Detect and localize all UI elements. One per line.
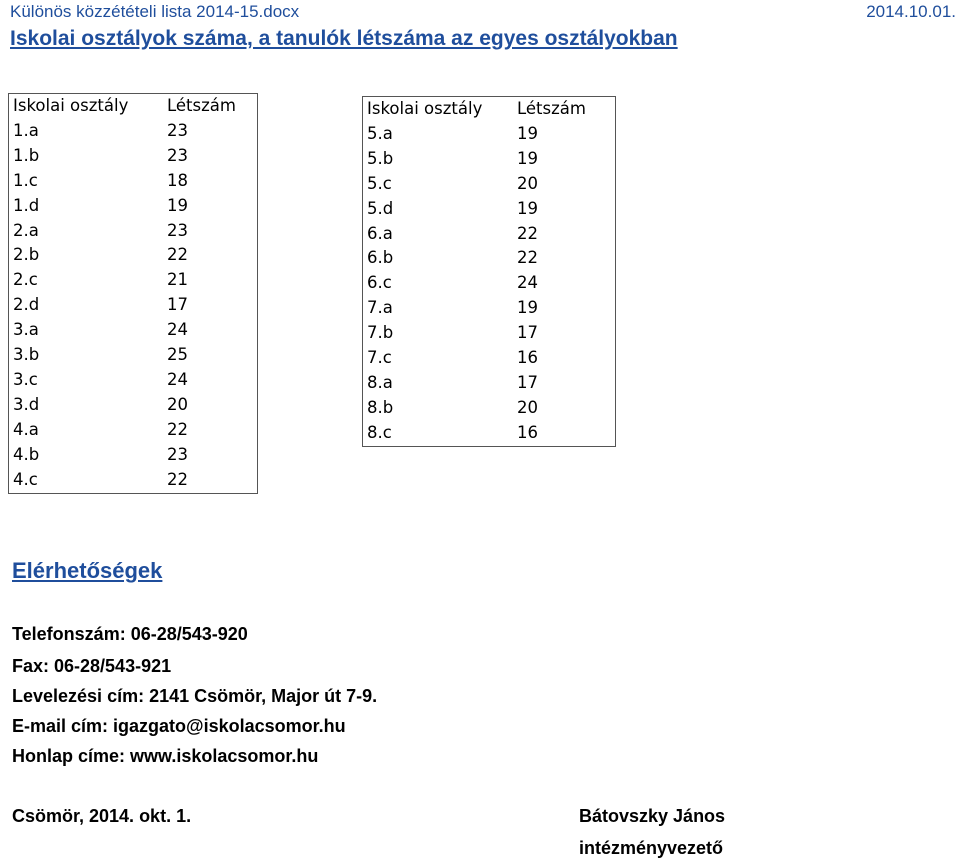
student-count-cell: 16 — [517, 422, 538, 442]
class-name-cell: 4.a — [13, 419, 39, 439]
class-name-cell: 8.b — [367, 397, 394, 417]
document-date: 2014.10.01. — [866, 2, 956, 21]
table-header-row — [363, 97, 616, 122]
student-count-cell: 18 — [167, 170, 188, 190]
student-count-cell: 24 — [167, 369, 188, 389]
class-name-cell: 2.c — [13, 270, 38, 290]
class-name-cell: 1.d — [13, 195, 40, 215]
student-count-cell: 20 — [517, 397, 538, 417]
student-count-cell: 24 — [517, 273, 538, 293]
table-row — [363, 172, 616, 197]
student-count-cell: 24 — [167, 320, 188, 340]
column-header-class: Iskolai osztály — [367, 99, 483, 118]
class-name-cell: 3.c — [13, 369, 38, 389]
class-name-cell: 2.a — [13, 220, 39, 240]
table-row — [363, 346, 616, 371]
student-count-cell: 19 — [517, 298, 538, 318]
table-row — [363, 197, 616, 222]
class-name-cell: 1.c — [13, 170, 38, 190]
class-name-cell: 2.b — [13, 245, 40, 265]
student-count-cell: 23 — [167, 444, 188, 464]
class-table-left — [8, 93, 258, 494]
footer-signer-name: Bátovszky János — [579, 806, 726, 826]
class-table-right — [362, 96, 616, 447]
class-name-cell: 7.b — [367, 323, 394, 343]
class-name-cell: 4.c — [13, 469, 38, 489]
student-count-cell: 23 — [167, 120, 188, 140]
table-row — [9, 418, 258, 443]
student-count-cell: 20 — [517, 173, 538, 193]
table-row — [363, 222, 616, 247]
contact-address: Levelezési cím: 2141 Csömör, Major út 7-9. — [12, 686, 378, 706]
student-count-cell: 22 — [517, 248, 538, 268]
student-count-cell: 23 — [167, 220, 188, 240]
student-count-cell: 22 — [167, 469, 188, 489]
table-row — [363, 371, 616, 396]
student-count-cell: 19 — [517, 123, 538, 143]
student-count-cell: 25 — [167, 345, 188, 365]
class-table-right-body — [363, 122, 616, 446]
student-count-cell: 22 — [517, 223, 538, 243]
class-name-cell: 4.b — [13, 444, 40, 464]
table-row — [9, 443, 258, 468]
class-name-cell: 7.c — [367, 348, 392, 368]
column-header-count: Létszám — [167, 96, 236, 115]
student-count-cell: 17 — [517, 372, 538, 392]
student-count-cell: 23 — [167, 145, 188, 165]
student-count-cell: 19 — [167, 195, 188, 215]
table-row — [9, 318, 258, 343]
student-count-cell: 22 — [167, 245, 188, 265]
student-count-cell: 20 — [167, 394, 188, 414]
student-count-cell: 17 — [167, 295, 188, 315]
table-row — [9, 144, 258, 169]
document-filename: Különös közzétételi lista 2014-15.docx — [10, 2, 300, 21]
class-table-left-body — [9, 119, 258, 493]
table-row — [9, 169, 258, 194]
table-header-row — [9, 94, 258, 119]
column-header-class: Iskolai osztály — [13, 96, 129, 115]
footer-place-date: Csömör, 2014. okt. 1. — [12, 806, 192, 826]
class-name-cell: 8.c — [367, 422, 392, 442]
table-row — [9, 393, 258, 418]
student-count-cell: 16 — [517, 348, 538, 368]
table-row — [9, 219, 258, 244]
footer-signer-title: intézményvezető — [579, 838, 724, 858]
table-row — [9, 368, 258, 393]
table-row — [363, 122, 616, 147]
table-row — [363, 271, 616, 296]
student-count-cell: 19 — [517, 198, 538, 218]
contact-email: E-mail cím: igazgato@iskolacsomor.hu — [12, 716, 346, 736]
contact-fax: Fax: 06-28/543-921 — [12, 656, 172, 676]
class-name-cell: 6.a — [367, 223, 393, 243]
student-count-cell: 19 — [517, 148, 538, 168]
table-row — [363, 246, 616, 271]
class-name-cell: 5.a — [367, 123, 393, 143]
class-name-cell: 3.d — [13, 394, 40, 414]
class-name-cell: 5.b — [367, 148, 394, 168]
table-row — [9, 194, 258, 219]
table-row — [9, 293, 258, 318]
table-row — [9, 268, 258, 293]
class-name-cell: 1.b — [13, 145, 40, 165]
table-row — [363, 396, 616, 421]
class-name-cell: 6.c — [367, 273, 392, 293]
table-row — [363, 147, 616, 172]
contacts-heading: Elérhetőségek — [12, 558, 163, 583]
table-row — [9, 243, 258, 268]
contact-website: Honlap címe: www.iskolacsomor.hu — [12, 746, 319, 766]
table-row — [363, 421, 616, 446]
student-count-cell: 21 — [167, 270, 188, 290]
contact-phone: Telefonszám: 06-28/543-920 — [12, 624, 248, 644]
class-name-cell: 1.a — [13, 120, 39, 140]
class-name-cell: 8.a — [367, 372, 393, 392]
table-row — [9, 343, 258, 368]
student-count-cell: 17 — [517, 323, 538, 343]
table-row — [363, 321, 616, 346]
class-name-cell: 6.b — [367, 248, 394, 268]
class-name-cell: 5.c — [367, 173, 392, 193]
class-name-cell: 7.a — [367, 298, 393, 318]
table-row — [9, 468, 258, 493]
class-name-cell: 5.d — [367, 198, 394, 218]
table-row — [9, 119, 258, 144]
table-row — [363, 296, 616, 321]
page-title: Iskolai osztályok száma, a tanulók létszáma az egyes osztályokban — [10, 27, 678, 50]
column-header-count: Létszám — [517, 99, 586, 118]
student-count-cell: 22 — [167, 419, 188, 439]
class-name-cell: 2.d — [13, 295, 40, 315]
class-name-cell: 3.b — [13, 345, 40, 365]
class-name-cell: 3.a — [13, 320, 39, 340]
